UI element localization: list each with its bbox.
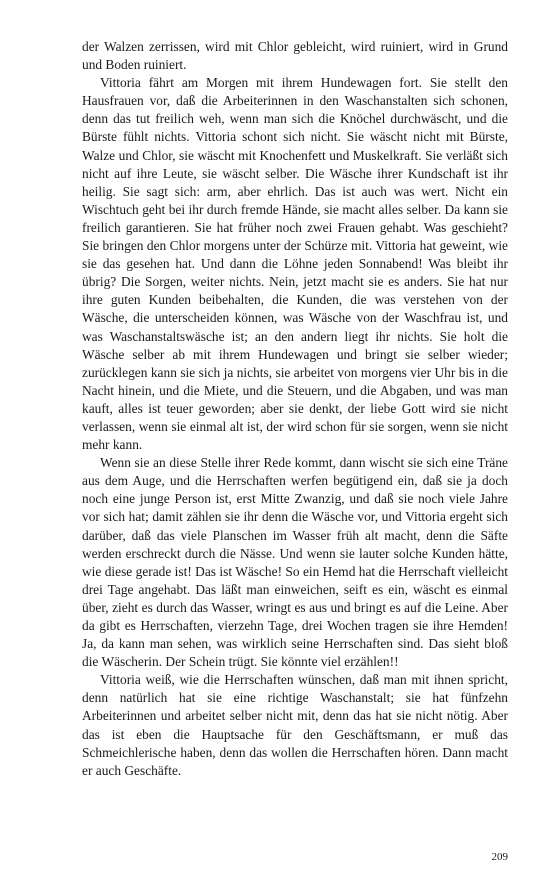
paragraph: Vittoria weiß, wie die Herrschaften wünschen, daß man mit ihnen spricht, denn natürlich hat sie eine richtige Waschanstalt; sie hat fünfzehn Arbeiterinnen und arbeitet selber nicht mit, denn das hat sie nicht nötig. Aber das ist eben die Hauptsache für den Geschäftsmann, er muß das Schmeichlerische haben, denn das wollen die Herrschaften hören. Dann macht er auch Geschäfte.	[82, 672, 508, 778]
book-page	[82, 38, 508, 868]
paragraph-continued: der Walzen zerrissen, wird mit Chlor gebleicht, wird ruiniert, wird in Grund und Boden ruiniert.	[82, 39, 508, 73]
page-number: 209	[491, 851, 508, 863]
paragraph: Wenn sie an diese Stelle ihrer Rede kommt, dann wischt sie sich eine Träne aus dem Auge, und die Herrschaften werfen begütigend ein, daß sie ja doch noch eine junge Person ist, erst Mitte Zwanzig, und daß sie noch viele Jahre vor sich hat; damit zählen sie ihr denn die Wäsche vor, und Vittoria ergeht sich darüber, daß das viele Planschen im Wasser früh alt macht, denn die Säfte werden erschreckt durch die Nässe. Und wenn sie lauter solche Kunden hätte, wie diese gerade ist! Das ist Wäsche! So ein Hemd hat die Herrschaft vielleicht drei Tage angehabt. Das läßt man einweichen, seift es ein, wäscht es einmal über, zieht es durch das Wasser, wringt es aus und bringt es auf die Leine. Aber da gibt es Herrschaften, vierzehn Tage, drei Wochen tragen sie ihre Hemden! Ja, da kann man sehen, was wirklich seine Herrschaften sind. Das sieht bloß die Wäscherin. Der Schein trügt. Sie könnte viel erzählen!!	[82, 455, 508, 670]
paragraph: Vittoria fährt am Morgen mit ihrem Hundewagen fort. Sie stellt den Hausfrauen vor, daß die Arbeiterinnen in den Waschanstalten sich schonen, denn das tut freilich weh, wenn man sich die Knöchel durchwäscht, und die Bürste fühlt nichts. Vittoria schont sich nicht. Sie wäscht nicht mit Bürste, Walze und Chlor, sie wäscht mit Knochenfett und Muskelkraft. Sie verläßt sich nicht auf ihre Leute, sie wäscht selber. Die Wäsche ihrer Kundschaft ist ihr heilig. Sie sagt sich: arm, aber ehrlich. Das ist auch was wert. Nicht ein Wischtuch geht bei ihr durch fremde Hände, sie macht alles selber. Da kann sie freilich garantieren. Sie hat früher noch zwei Frauen gehabt. Was geschieht? Sie bringen den Chlor morgens unter der Schürze mit. Vittoria hat geweint, wie sie das gesehen hat. Und dann die Löhne jeden Sonnabend! Was bleibt ihr übrig? Die Sorgen, weiter nichts. Nein, jetzt macht sie es anders. Sie hat nur ihre guten Kunden beibehalten, die Kunden, die was verstehen von der Wäsche, die unterscheiden können, was Wäsche von der Waschfrau ist, und was Waschanstaltswäsche ist; an den andern liegt ihr nichts. Sie holt die Wäsche selber ab mit ihrem Hundewagen und bringt sie selber wieder; zurücklegen kann sie sich ja nichts, sie arbeitet von morgens vier Uhr bis in die Nacht hinein, und die Miete, und die Steuern, und die Abgaben, und was man kauft, alles ist teuer geworden; aber sie denkt, der liebe Gott wird sie nicht verlassen, wenn sie einmal alt ist, der wird schon für sie sorgen, wenn sie nicht mehr kann.	[82, 75, 508, 453]
